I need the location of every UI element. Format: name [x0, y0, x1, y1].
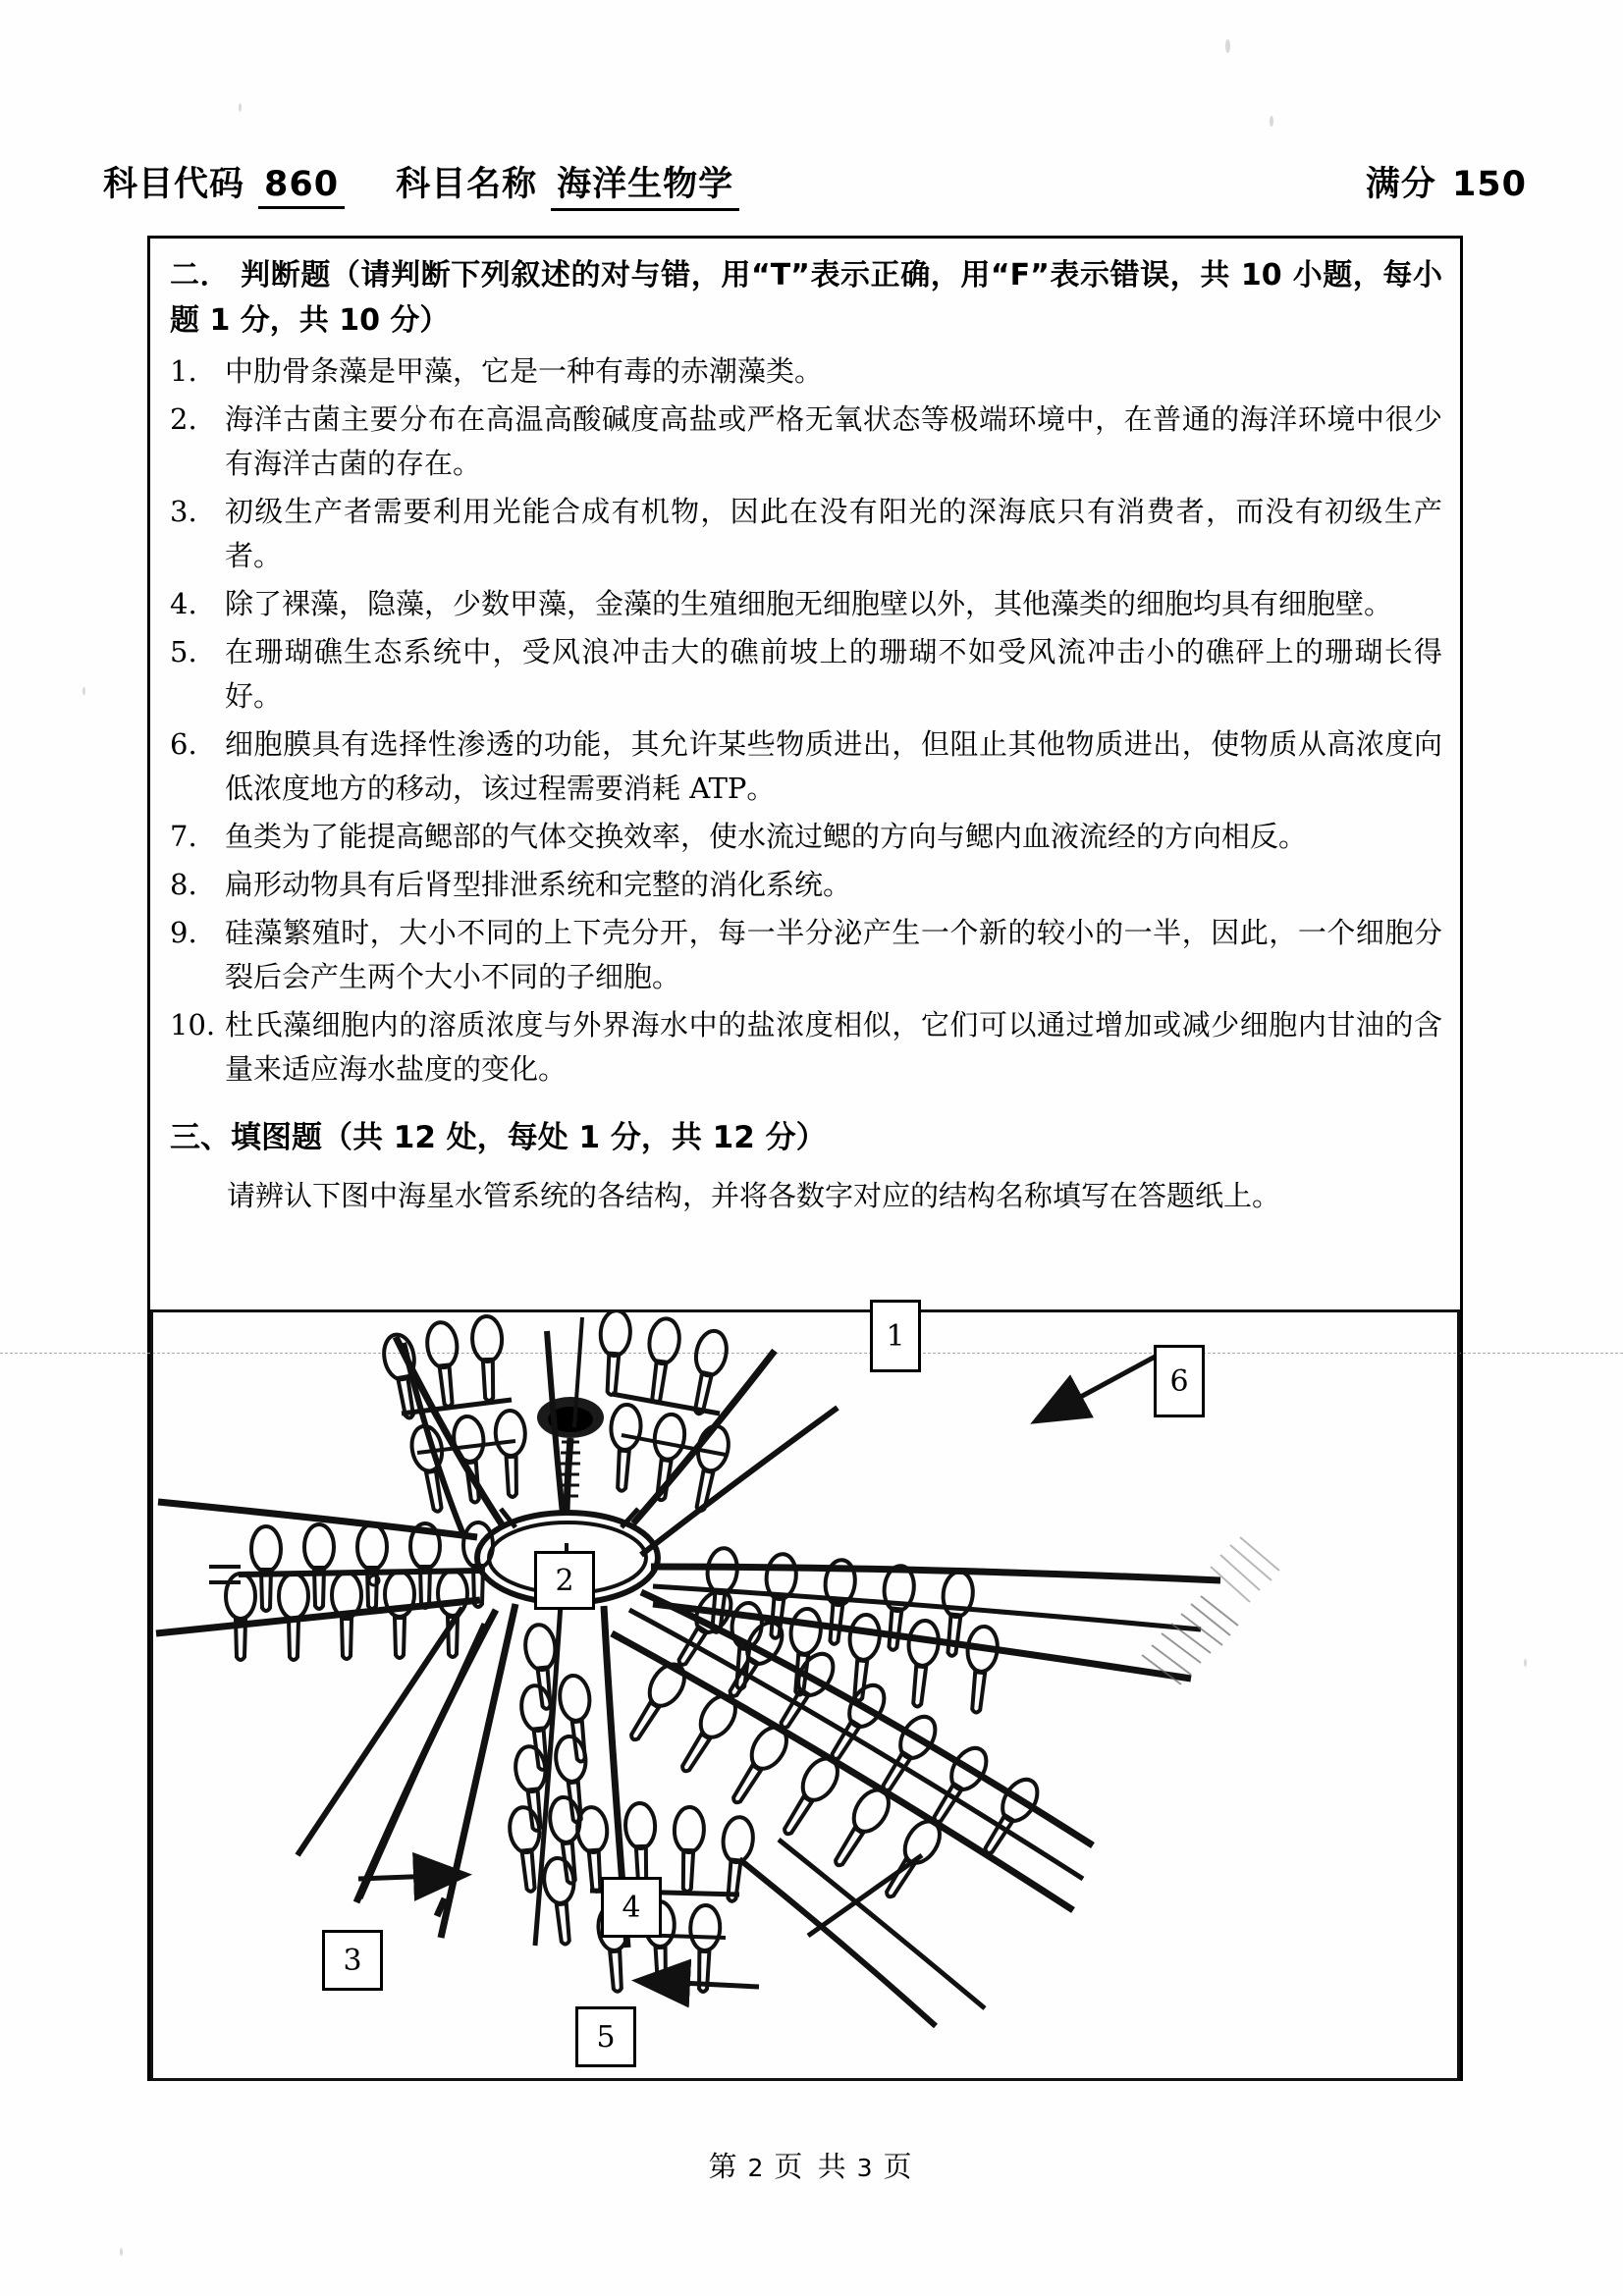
question-text: 海洋古菌主要分布在高温高酸碱度高盐或严格无氧状态等极端环境中，在普通的海洋环境中很少有海洋古菌的存在。: [225, 402, 1442, 480]
list-item: [160, 398, 1456, 486]
question-number: 10.: [170, 1008, 216, 1041]
subject-code-label: 科目代码: [103, 165, 245, 204]
footer-middle: 页 共: [774, 2150, 849, 2183]
true-false-question-list: [160, 349, 1456, 1092]
question-content: [160, 253, 1456, 1219]
question-text: 细胞膜具有选择性渗透的功能，其允许某些物质进出，但阻止其他物质进出，使物质从高浓度向低浓度地方的移动，该过程需要消耗 ATP。: [225, 727, 1442, 805]
exam-header: [103, 157, 1527, 210]
scan-speck: [1524, 1659, 1527, 1667]
question-text: 杜氏藻细胞内的溶质浓度与外界海水中的盐浓度相似，它们可以通过增加或减少细胞内甘油的含量来适应海水盐度的变化。: [225, 1008, 1442, 1086]
list-item: [160, 630, 1456, 719]
footer-total-pages: 3: [856, 2154, 876, 2182]
list-item: [160, 863, 1456, 907]
question-number: 9.: [170, 916, 197, 949]
scan-speck: [120, 2248, 123, 2256]
list-item: [160, 582, 1456, 626]
section-three-heading: 三、填图题（共 12 处，每处 1 分，共 12 分）: [170, 1120, 827, 1155]
list-item: [160, 722, 1456, 811]
page-footer: [0, 2145, 1623, 2185]
list-item: [160, 911, 1456, 999]
full-score: [1366, 157, 1527, 206]
question-number: 6.: [170, 727, 197, 761]
figure-callout-5[interactable]: 5: [575, 2006, 636, 2067]
question-text: 在珊瑚礁生态系统中，受风浪冲击大的礁前坡上的珊瑚不如受风流冲击小的礁砰上的珊瑚长得好。: [225, 635, 1442, 713]
list-item: [160, 490, 1456, 578]
question-number: 2.: [170, 402, 197, 436]
scan-speck: [239, 103, 242, 112]
list-item: [160, 815, 1456, 859]
subject-name-label: 科目名称: [396, 165, 538, 204]
question-text: 硅藻繁殖时，大小不同的上下壳分开，每一半分泌产生一个新的较小的一半，因此，一个细胞分裂后会产生两个大小不同的子细胞。: [225, 916, 1442, 993]
question-text: 除了裸藻，隐藻，少数甲藻，金藻的生殖细胞无细胞壁以外，其他藻类的细胞均具有细胞壁。: [225, 587, 1393, 620]
question-number: 3.: [170, 495, 197, 528]
subject-code-value: 860: [258, 165, 345, 209]
question-text: 初级生产者需要利用光能合成有机物，因此在没有阳光的深海底只有消费者，而没有初级生产者。: [225, 495, 1442, 572]
footer-page-number: 2: [747, 2154, 767, 2182]
full-score-label: 满分: [1365, 165, 1436, 204]
footer-prefix: 第: [708, 2150, 740, 2183]
section-two-heading: 二． 判断题（请判断下列叙述的对与错，用“T”表示正确，用“F”表示错误，共 10 小题，每小题 1 分，共 10 分）: [170, 258, 1442, 338]
figure-callout-2[interactable]: 2: [534, 1551, 595, 1610]
question-text: 鱼类为了能提高鳃部的气体交换效率，使水流过鳃的方向与鳃内血液流经的方向相反。: [225, 820, 1308, 853]
question-number: 5.: [170, 635, 197, 668]
figure-callout-4[interactable]: 4: [601, 1877, 662, 1938]
question-number: 7.: [170, 820, 197, 853]
list-item: [160, 1003, 1456, 1092]
footer-suffix: 页: [883, 2150, 915, 2183]
full-score-value: 150: [1451, 165, 1527, 204]
scan-speck: [1270, 116, 1273, 127]
question-number: 1.: [170, 354, 197, 388]
figure-callout-1[interactable]: 1: [870, 1300, 921, 1372]
figure-callout-6[interactable]: 6: [1154, 1345, 1205, 1417]
section-three-intro: 请辨认下图中海星水管系统的各结构，并将各数字对应的结构名称填写在答题纸上。: [227, 1179, 1281, 1212]
scan-speck: [1225, 39, 1230, 53]
figure-callout-3[interactable]: 3: [322, 1930, 383, 1991]
list-item: [160, 349, 1456, 394]
question-text: 扁形动物具有后肾型排泄系统和完整的消化系统。: [225, 868, 852, 901]
subject-name-value: 海洋生物学: [551, 157, 739, 211]
question-text: 中肋骨条藻是甲藻，它是一种有毒的赤潮藻类。: [225, 354, 824, 388]
scan-speck: [82, 687, 85, 695]
question-number: 4.: [170, 587, 197, 620]
question-number: 8.: [170, 868, 197, 901]
